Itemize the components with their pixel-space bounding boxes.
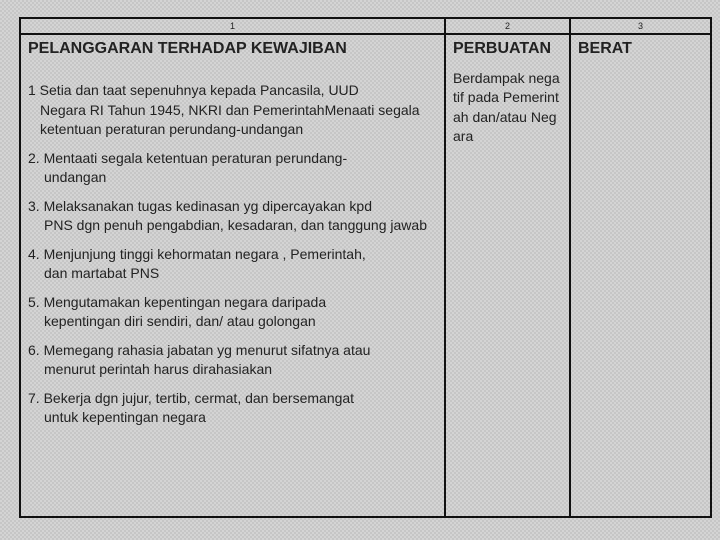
list-item-first-line: 3. Melaksanakan tugas kedinasan yg dipercayakan kpd [28, 197, 372, 214]
list-item [28, 197, 437, 236]
header-row [20, 18, 711, 34]
list-item-continuation: untuk kepentingan negara [44, 409, 206, 425]
header-col-3: 3 [570, 18, 711, 34]
list-item [28, 341, 437, 380]
action-title: PERBUATAN [453, 40, 552, 57]
list-item-continuation: kepentingan diri sendiri, dan/ atau golongan [44, 313, 316, 329]
list-item [28, 149, 437, 188]
list-item-continuation: menurut perintah harus dirahasiakan [44, 361, 273, 377]
header-col-1: 1 [20, 18, 445, 34]
list-item-first-line: 1 Setia dan taat sepenuhnya kepada Pancasila, UUD [28, 82, 359, 98]
list-item-first-line: 5. Mengutamakan kepentingan negara daripada [28, 293, 327, 310]
list-item-continuation: PNS dgn penuh pengabdian, kesadaran, dan tanggung jawab [44, 217, 427, 233]
content-row [20, 34, 711, 517]
severity-cell [570, 34, 711, 517]
obligations-cell [20, 34, 445, 517]
list-item-continuation: dan martabat PNS [44, 265, 160, 281]
action-description: Berdampak negatif pada Pemerintah dan/atau Negara [453, 70, 560, 145]
list-item-first-line: 4. Menjunjung tinggi kehormatan negara , Pemerintah, [28, 245, 366, 262]
list-item-first-line: 2. Mentaati segala ketentuan peraturan perundang- [28, 149, 348, 166]
list-item [28, 293, 437, 332]
list-item-first-line: 6. Memegang rahasia jabatan yg menurut sifatnya atau [28, 341, 371, 358]
severity-label: BERAT [578, 40, 632, 57]
obligations-list [28, 81, 437, 428]
list-item-first-line: 7. Bekerja dgn jujur, tertib, cermat, dan bersemangat [28, 389, 355, 406]
list-item [28, 81, 437, 140]
header-col-2: 2 [445, 18, 570, 34]
violations-table [19, 17, 712, 518]
list-item-continuation: undangan [44, 169, 107, 185]
action-cell [445, 34, 570, 517]
list-item-continuation: Negara RI Tahun 1945, NKRI dan PemerintahMenaati segala ketentuan peraturan perundang-undangan [40, 101, 420, 137]
list-item [28, 245, 437, 284]
obligations-title: PELANGGARAN TERHADAP KEWAJIBAN [28, 40, 347, 57]
list-item [28, 389, 437, 428]
